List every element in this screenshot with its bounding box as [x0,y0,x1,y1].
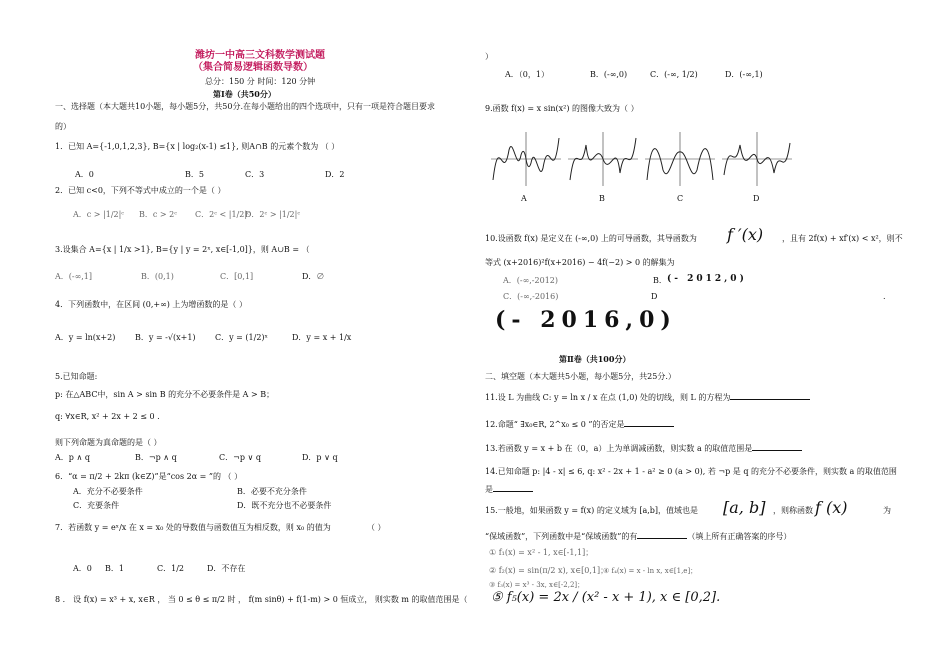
q5-opt-d: D．p ∨ q [302,453,338,462]
page-subtitle: （集合简易逻辑函数导数） [193,62,313,73]
part1-intro: 一、选择题（本大题共10小题，每小题5分，共50分.在每小题给出的四个选项中，只有一项是符合题目要求 [55,102,435,111]
q10-opt-b-label: B． [653,276,667,285]
q7-opt-a: A．0 [73,564,92,573]
q15-stem-b: ，则称函数 [773,506,813,515]
q5-opt-c: C．¬p ∨ q [219,453,262,462]
q6-stem: 6．“α = π/2 + 2kπ (k∈Z)”是“cos 2α = ”的 （ ） [55,472,243,481]
q11-stem: 11.设 L 为曲线 C: y = ln x / x 在点 (1,0) 处的切线，则 L 的方程为 [485,393,810,403]
q2-opt-a: A．c > |1/2|ᶜ [73,210,125,219]
q4-opt-d: D．y = x + 1/x [292,333,352,342]
q3-opt-d: D．∅ [302,272,325,281]
q10-stem-b: ，且有 2f(x) + xf′(x) < x²，则不 [782,234,903,243]
q10-opt-c: C．(-∞,-2016) [503,292,559,301]
q5-opt-a: A．p ∧ q [55,453,90,462]
q7-paren: （ ） [367,523,386,532]
q4-stem: 4．下列函数中，在区间 (0,+∞) 上为增函数的是（ ） [55,300,247,309]
q15-stem-d: “保域函数”，下列函数中是“保域函数”的有 （填上所有正确答案的序号） [485,532,792,541]
q1-opt-c: C．3 [245,170,265,179]
q8-stem: 8 ． 设 f(x) = x³ + x, x∈R ， 当 0 ≤ θ ≤ π/2 时 ， f(m sinθ) + f(1-m) > 0 恒成立， 则实数 m 的取值范围是（ [55,595,468,604]
q10-trailing-dot: . [883,292,886,301]
q13-stem: 13.若函数 y = x + b 在（0，a）上为单调减函数，则实数 a 的取值范围是 [485,444,802,454]
q9-graph-a [491,130,561,188]
q1-opt-d: D．2 [325,170,345,179]
q15-item-1: ① f₁(x) = x² - 1, x∈[-1,1]； [489,548,594,557]
q7-stem: 7．若函数 y = eˣ/x 在 x = x₀ 处的导数值与函数值互为相反数，则 x₀ 的值为 [55,523,331,532]
q5-ask: 则下列命题为真命题的是（ ） [55,438,162,447]
q15-fx: f (x) [815,498,848,517]
q9-graph-d [722,130,792,188]
q8-opts-paren: ） [485,52,493,61]
score-time: 总分：150 分 时间：120 分钟 [205,77,316,86]
q15-interval: [a, b] [723,498,766,517]
q12-stem: 12.命题“ ∃x₀∈R, 2^x₀ ≤ 0 ”的否定是 [485,420,674,430]
q2-opt-c: C．2ᶜ < |1/2|ᶜ [195,210,250,219]
q2-opt-b: B．c > 2ᶜ [139,210,178,219]
q15-item-5: ⑤ f₅(x) = 2x / (x² - x + 1), x ∈ [0,2]. [491,590,721,605]
q9-label-c: C [677,194,684,203]
q1-opt-b: B．5 [185,170,204,179]
q2-opt-d: D．2ᶜ > |1/2|ᶜ [245,210,301,219]
q8-opt-b: B．(-∞,0) [590,70,628,79]
q3-stem: 3.设集合 A={x | 1/x >1}, B={y | y = 2ˣ, x∈[-1,0]}，则 A∪B = （ [55,245,310,254]
q10-stem2: 等式 (x+2016)²f(x+2016) − 4f(−2) > 0 的解集为 [485,258,675,267]
q6-opt-a: A．充分不必要条件 [73,487,143,496]
q10-fprime: f ′(x) [727,225,764,244]
q8-opt-a: A．（0，1） [505,70,549,79]
q2-stem: 2．已知 c<0，下列不等式中成立的一个是（ ） [55,186,226,195]
part2-intro: 二、填空题（本大题共5小题，每小题5分，共25分.） [485,372,676,381]
q10-opt-d-label: D [651,292,658,301]
q5-p: p: 在△ABC中，sin A > sin B 的充分不必要条件是 A > B； [55,390,275,399]
q5-opt-b: B．¬p ∧ q [135,453,177,462]
q3-opt-b: B．(0,1) [141,272,174,281]
q14-stem-cont: 是 [485,485,533,495]
q15-item-3: ③ f₃(x) = x³ - 3x, x∈[-2,2]； [489,581,585,589]
q8-opt-c: C．(-∞, 1/2) [650,70,698,79]
q15-stem-a: 15.一般地，如果函数 y = f(x) 的定义域为 [a,b]，值域也是 [485,506,699,515]
q8-opt-d: D．(-∞,1) [725,70,763,79]
part1-intro-cont: 的） [55,122,71,131]
q4-opt-a: A．y = ln(x+2) [55,333,116,342]
q9-label-a: A [521,194,527,203]
q1-opt-a: A．0 [75,170,94,179]
q10-stem-a: 10.设函数 f(x) 是定义在 (-∞,0) 上的可导函数，其导函数为 [485,234,697,243]
q6-opt-c: C．充要条件 [73,501,120,510]
q4-opt-b: B．y = -√(x+1) [135,333,196,342]
q9-graph-c [645,130,715,188]
page-title: 潍坊一中高三文科数学测试题 [195,50,325,61]
q5-stem: 5.已知命题: [55,372,98,381]
q7-opt-b: B．1 [105,564,124,573]
q7-opt-d: D．不存在 [207,564,246,573]
q9-graph-b [568,130,638,188]
q9-label-b: B [599,194,605,203]
q3-opt-a: A．(-∞,1] [55,272,93,281]
q4-opt-c: C．y = (1/2)ˣ [215,333,268,342]
q3-opt-c: C．[0,1] [220,272,254,281]
q10-opt-a: A．(-∞,-2012) [503,276,558,285]
part2-title: 第Ⅱ卷（共100分） [559,354,631,364]
q1-stem: 1．已知 A={-1,0,1,2,3}, B={x | log₂(x-1) ≤1}, 则A∩B 的元素个数为 （ ） [55,142,340,151]
q5-q: q: ∀x∈R, x² + 2x + 2 ≤ 0 . [55,412,160,421]
part1-title: 第Ⅰ卷（共50分） [213,89,276,99]
q6-opt-d: D．既不充分也不必要条件 [237,501,332,510]
q6-opt-b: B．必要不充分条件 [237,487,307,496]
q10-opt-b-value: (- 2012,0) [667,274,747,284]
q15-item-4: ④ f₄(x) = x - ln x, x∈[1,e]； [603,567,698,575]
q10-opt-d-value: (- 2016,0) [495,307,677,333]
q7-opt-c: C．1/2 [157,564,184,573]
q14-stem: 14.已知命题 p: |4 - x| ≤ 6, q: x² - 2x + 1 - a² ≥ 0 (a > 0), 若 ¬p 是 q 的充分不必要条件，则实数 a 的取值范围 [485,467,897,476]
q15-stem-c: 为 [883,506,891,515]
q9-stem: 9.函数 f(x) = x sin(x²) 的图像大致为（ ） [485,104,639,113]
q9-label-d: D [753,194,760,203]
q15-item-2: ② f₂(x) = sin(π/2 x), x∈[0,1]； [489,566,609,575]
